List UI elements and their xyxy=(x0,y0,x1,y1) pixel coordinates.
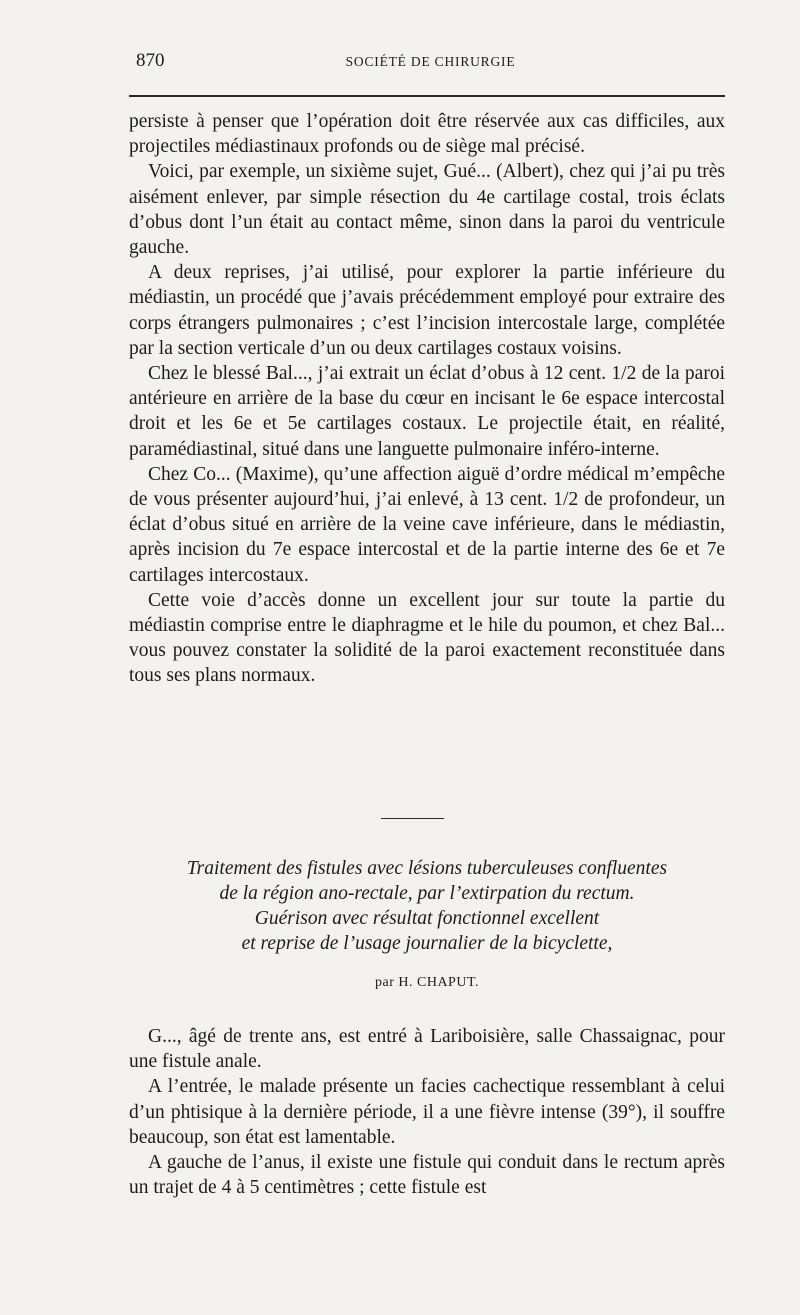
paragraph: A gauche de l’anus, il existe une fistule qui conduit dans le rectum après un trajet de 4 à 5 centimètres ; cette fistule est xyxy=(129,1152,725,1199)
article-title-line: Guérison avec résultat fonctionnel excellent xyxy=(254,908,600,929)
case-text xyxy=(129,1024,725,1200)
article-title xyxy=(129,856,725,956)
running-title: SOCIÉTÉ DE CHIRURGIE xyxy=(345,54,516,69)
article-title-line: Traitement des fistules avec lésions tuberculeuses confluentes xyxy=(186,858,668,879)
paragraph: Chez Co... (Maxime), qu’une affection aiguë d’ordre médical m’empêche de vous présenter aujourd’hui, j’ai enlevé, à 13 cent. 1/2 de profondeur, un éclat d’obus situé en arrière de la veine cave inférieure, dans le médiastin, après incision du 7e espace intercostal et de la partie interne des 6e et 7e cartilages intercostaux. xyxy=(129,463,725,586)
paragraph: Chez le blessé Bal..., j’ai extrait un éclat d’obus à 12 cent. 1/2 de la paroi antérieure en arrière de la base du cœur en incisant le 6e espace intercostal droit et les 6e et 5e cartilages costaux. Le projectile était, en réalité, paramédiastinal, situé dans une languette pulmonaire inféro-interne. xyxy=(129,363,725,460)
section-divider xyxy=(381,818,444,819)
paragraph: A l’entrée, le malade présente un facies cachectique ressemblant à celui d’un phtisique à la dernière période, il a une fièvre intense (39°), il souffre beaucoup, son état est lamentable. xyxy=(129,1076,725,1148)
paragraph: G..., âgé de trente ans, est entré à Lariboisière, salle Chassaignac, pour une fistule anale. xyxy=(129,1026,725,1073)
header-rule xyxy=(129,95,725,97)
paragraph: persiste à penser que l’opération doit être réservée aux cas difficiles, aux projectiles médiastinaux profonds ou de siège mal précisé. xyxy=(129,111,725,158)
paragraph: A deux reprises, j’ai utilisé, pour explorer la partie inférieure du médiastin, un procédé que j’avais précédemment employé pour extraire des corps étrangers pulmonaires ; c’est l’incision intercostale large, complétée par la section verticale d’un ou deux cartilages costaux voisins. xyxy=(129,262,725,359)
body-text xyxy=(129,109,725,689)
article-title-line: et reprise de l’usage journalier de la bicyclette, xyxy=(241,933,613,954)
page-number: 870 xyxy=(136,50,165,71)
paragraph: Voici, par exemple, un sixième sujet, Gué... (Albert), chez qui j’ai pu très aisément enlever, par simple résection du 4e cartilage costal, trois éclats d’obus dont l’un était au contact même, sinon dans la paroi du ventricule gauche. xyxy=(129,161,725,259)
page-header xyxy=(136,48,725,74)
article-title-line: de la région ano-rectale, par l’extirpation du rectum. xyxy=(219,883,635,904)
author-byline: par H. CHAPUT. xyxy=(375,975,479,990)
paragraph: Cette voie d’accès donne un excellent jour sur toute la partie du médiastin comprise entre le diaphragme et le hile du poumon, et chez Bal... vous pouvez constater la solidité de la paroi exactement reconstituée dans tous ses plans normaux. xyxy=(129,589,725,687)
